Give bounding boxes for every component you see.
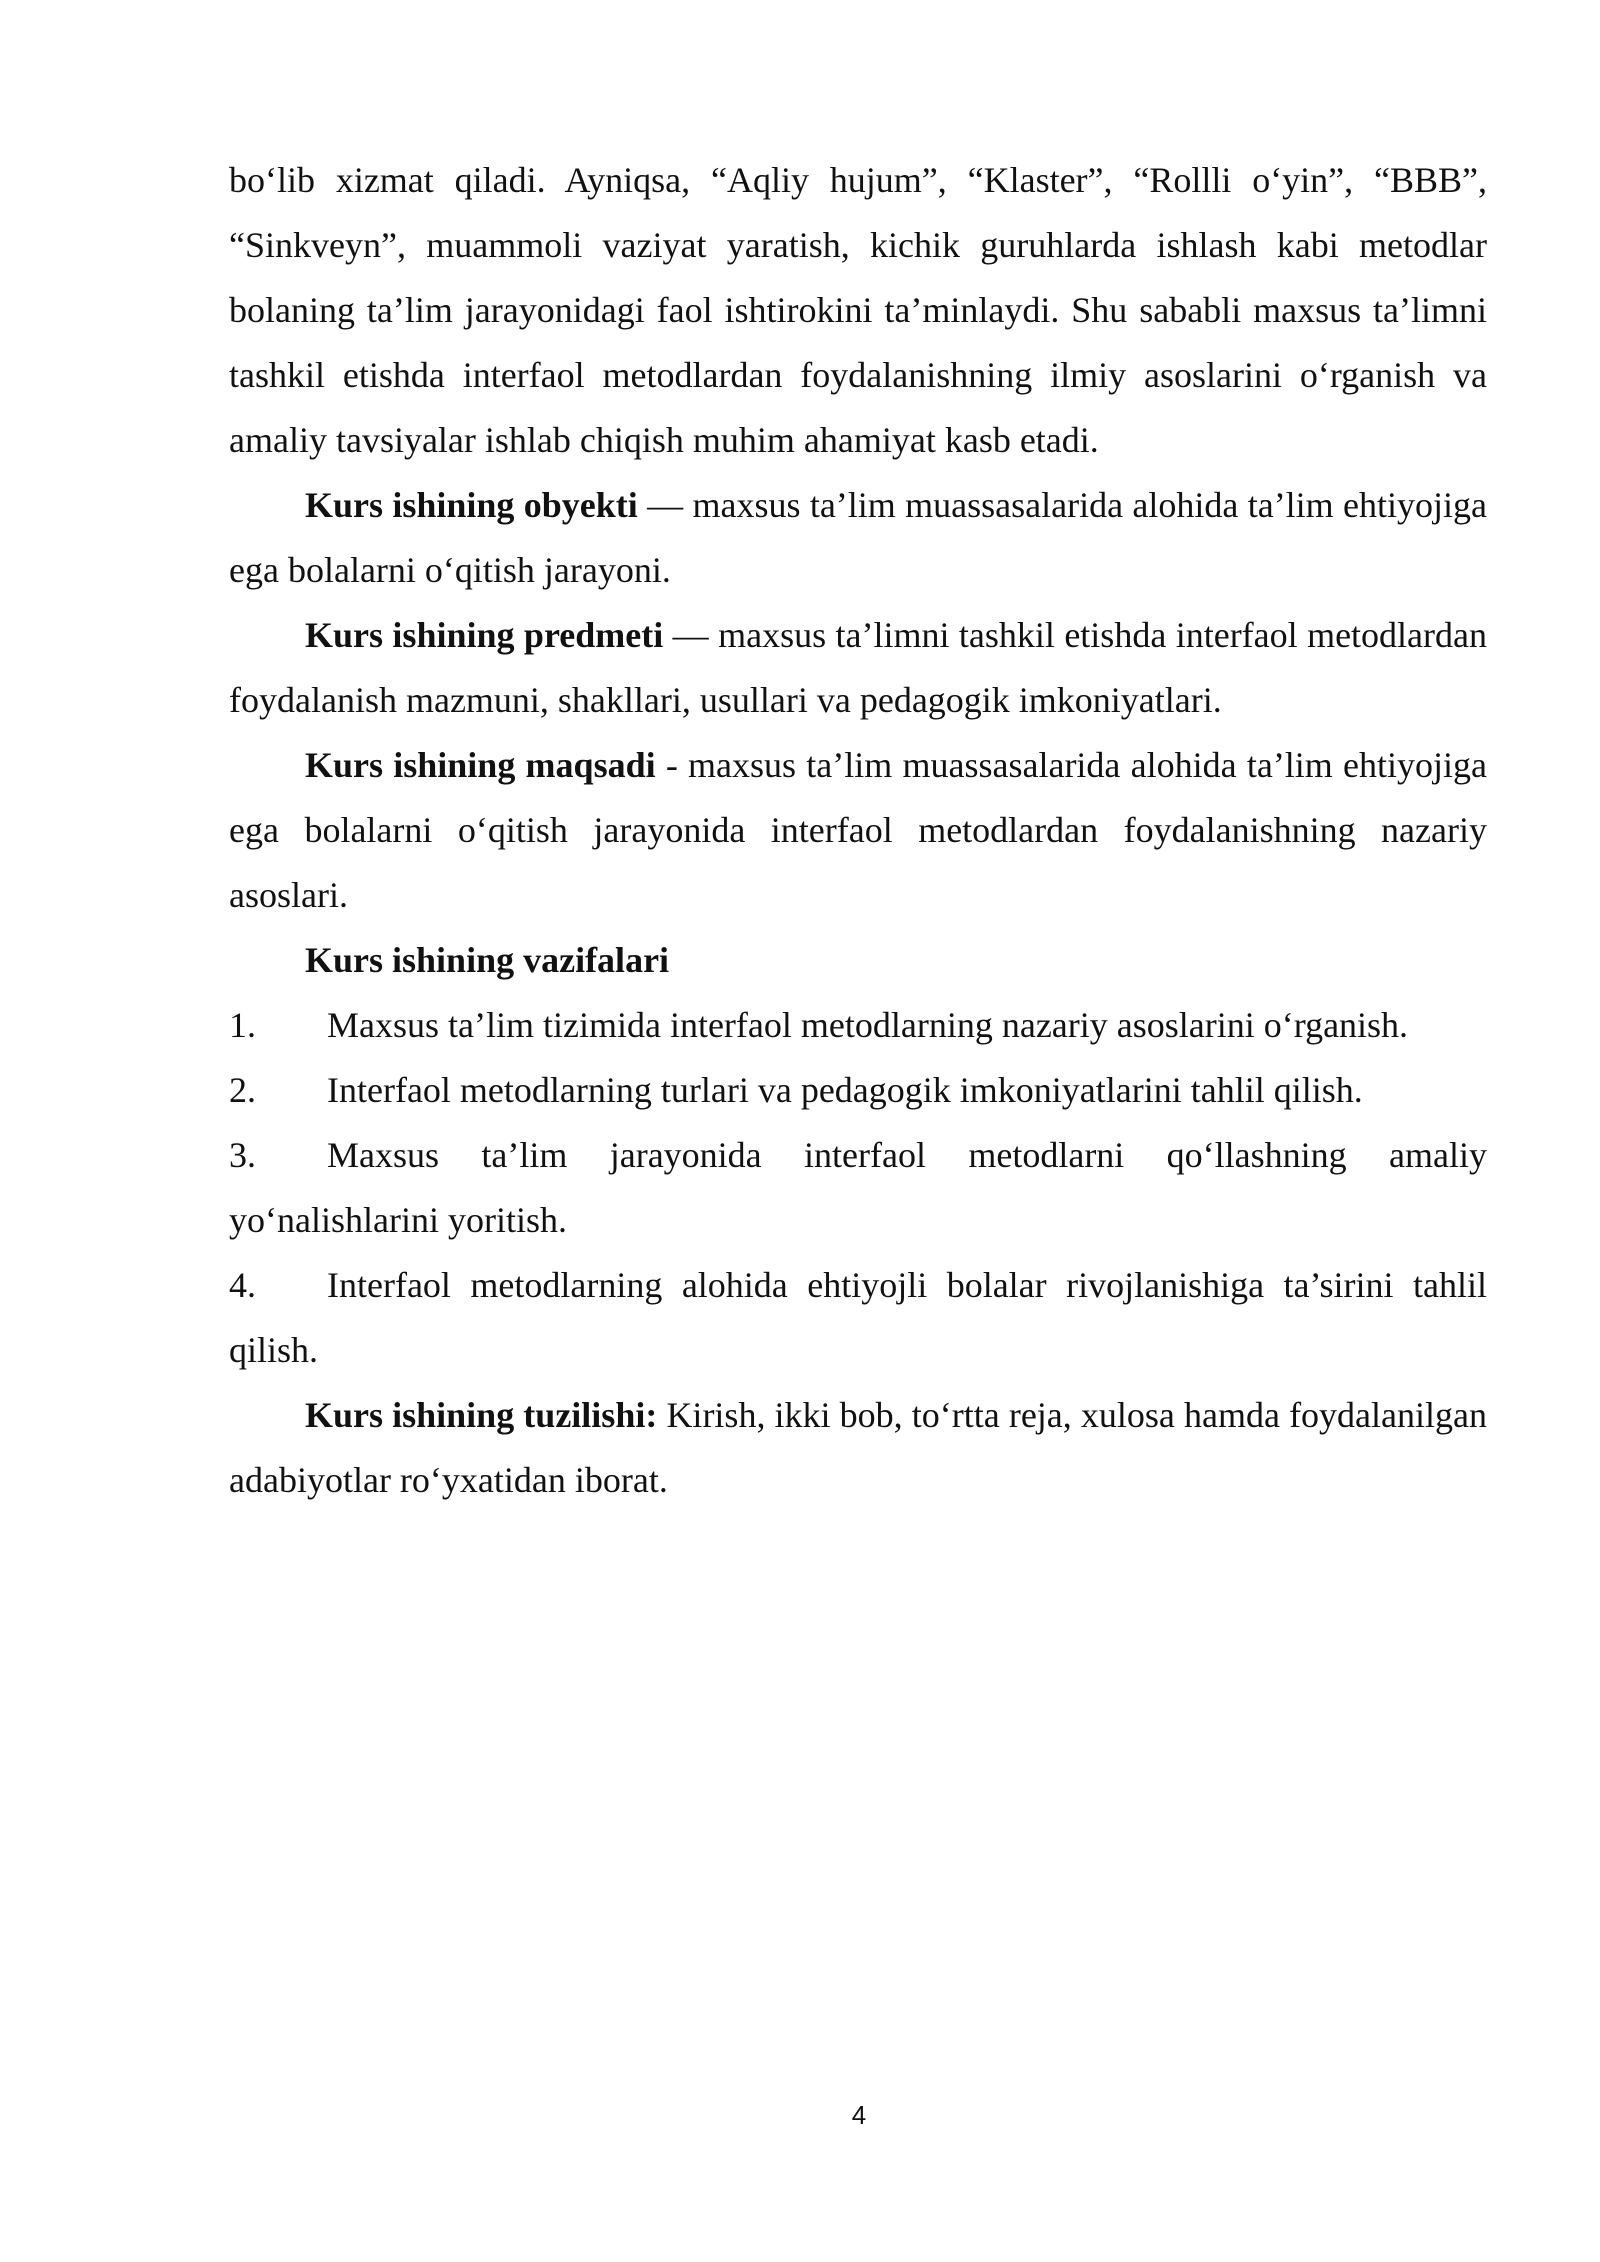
task-text: Maxsus ta’lim jarayonida interfaol metodlarni qo‘llashning amaliy yo‘nalishlarini yoritish. <box>229 1135 1487 1240</box>
task-text: Interfaol metodlarning turlari va pedagogik imkoniyatlarini tahlil qilish. <box>327 1070 1363 1110</box>
goal-label: Kurs ishining maqsadi <box>305 745 656 785</box>
task-item-4 <box>229 1253 1487 1383</box>
structure-label: Kurs ishining tuzilishi: <box>305 1395 658 1435</box>
goal-text: - maxsus ta’lim muassasalarida alohida ta’lim ehtiyojiga ega bolalarni o‘qitish jarayonida interfaol metodlardan foydalanishning nazariy asoslari. <box>229 745 1488 915</box>
structure-text: Kirish, ikki bob, to‘rtta reja, xulosa hamda foydalanilgan adabiyotlar ro‘yxatidan iborat. <box>229 1395 1487 1500</box>
subject-paragraph <box>229 603 1487 733</box>
subject-label: Kurs ishining predmeti <box>305 615 664 655</box>
task-item-2 <box>229 1058 1487 1123</box>
task-number: 3. <box>229 1135 256 1175</box>
object-text: — maxsus ta’lim muassasalarida alohida ta’lim ehtiyojiga ega bolalarni o‘qitish jarayoni. <box>229 485 1487 590</box>
goal-paragraph <box>229 733 1487 928</box>
subject-text: — maxsus ta’limni tashkil etishda interfaol metodlardan foydalanish mazmuni, shakllari, usullari va pedagogik imkoniyatlari. <box>229 615 1488 720</box>
intro-paragraph: bo‘lib xizmat qiladi. Ayniqsa, “Aqliy hujum”, “Klaster”, “Rollli o‘yin”, “BBB”, “Sinkveyn”, muammoli vaziyat yaratish, kichik guruhlarda ishlash kabi metodlar bolaning ta’lim jarayonidagi faol ishtirokini ta’minlaydi. Shu sababli maxsus ta’limni tashkil etishda interfaol metodlardan foydalanishning ilmiy asoslarini o‘rganish va amaliy tavsiyalar ishlab chiqish muhim ahamiyat kasb etadi. <box>229 160 1487 460</box>
tasks-heading: Kurs ishining vazifalari <box>305 940 670 980</box>
page-number: 4 <box>851 2100 867 2130</box>
task-text: Interfaol metodlarning alohida ehtiyojli bolalar rivojlanishiga ta’sirini tahlil qilish. <box>229 1265 1487 1370</box>
task-item-3 <box>229 1123 1487 1253</box>
task-number: 1. <box>229 1005 256 1045</box>
object-label: Kurs ishining obyekti <box>305 485 638 525</box>
task-item-1 <box>229 993 1487 1058</box>
structure-paragraph <box>229 1383 1487 1513</box>
document-page <box>229 148 1487 1513</box>
object-paragraph <box>229 473 1487 603</box>
task-number: 2. <box>229 1070 256 1110</box>
task-number: 4. <box>229 1265 256 1305</box>
task-text: Maxsus ta’lim tizimida interfaol metodlarning nazariy asoslarini o‘rganish. <box>327 1005 1409 1045</box>
